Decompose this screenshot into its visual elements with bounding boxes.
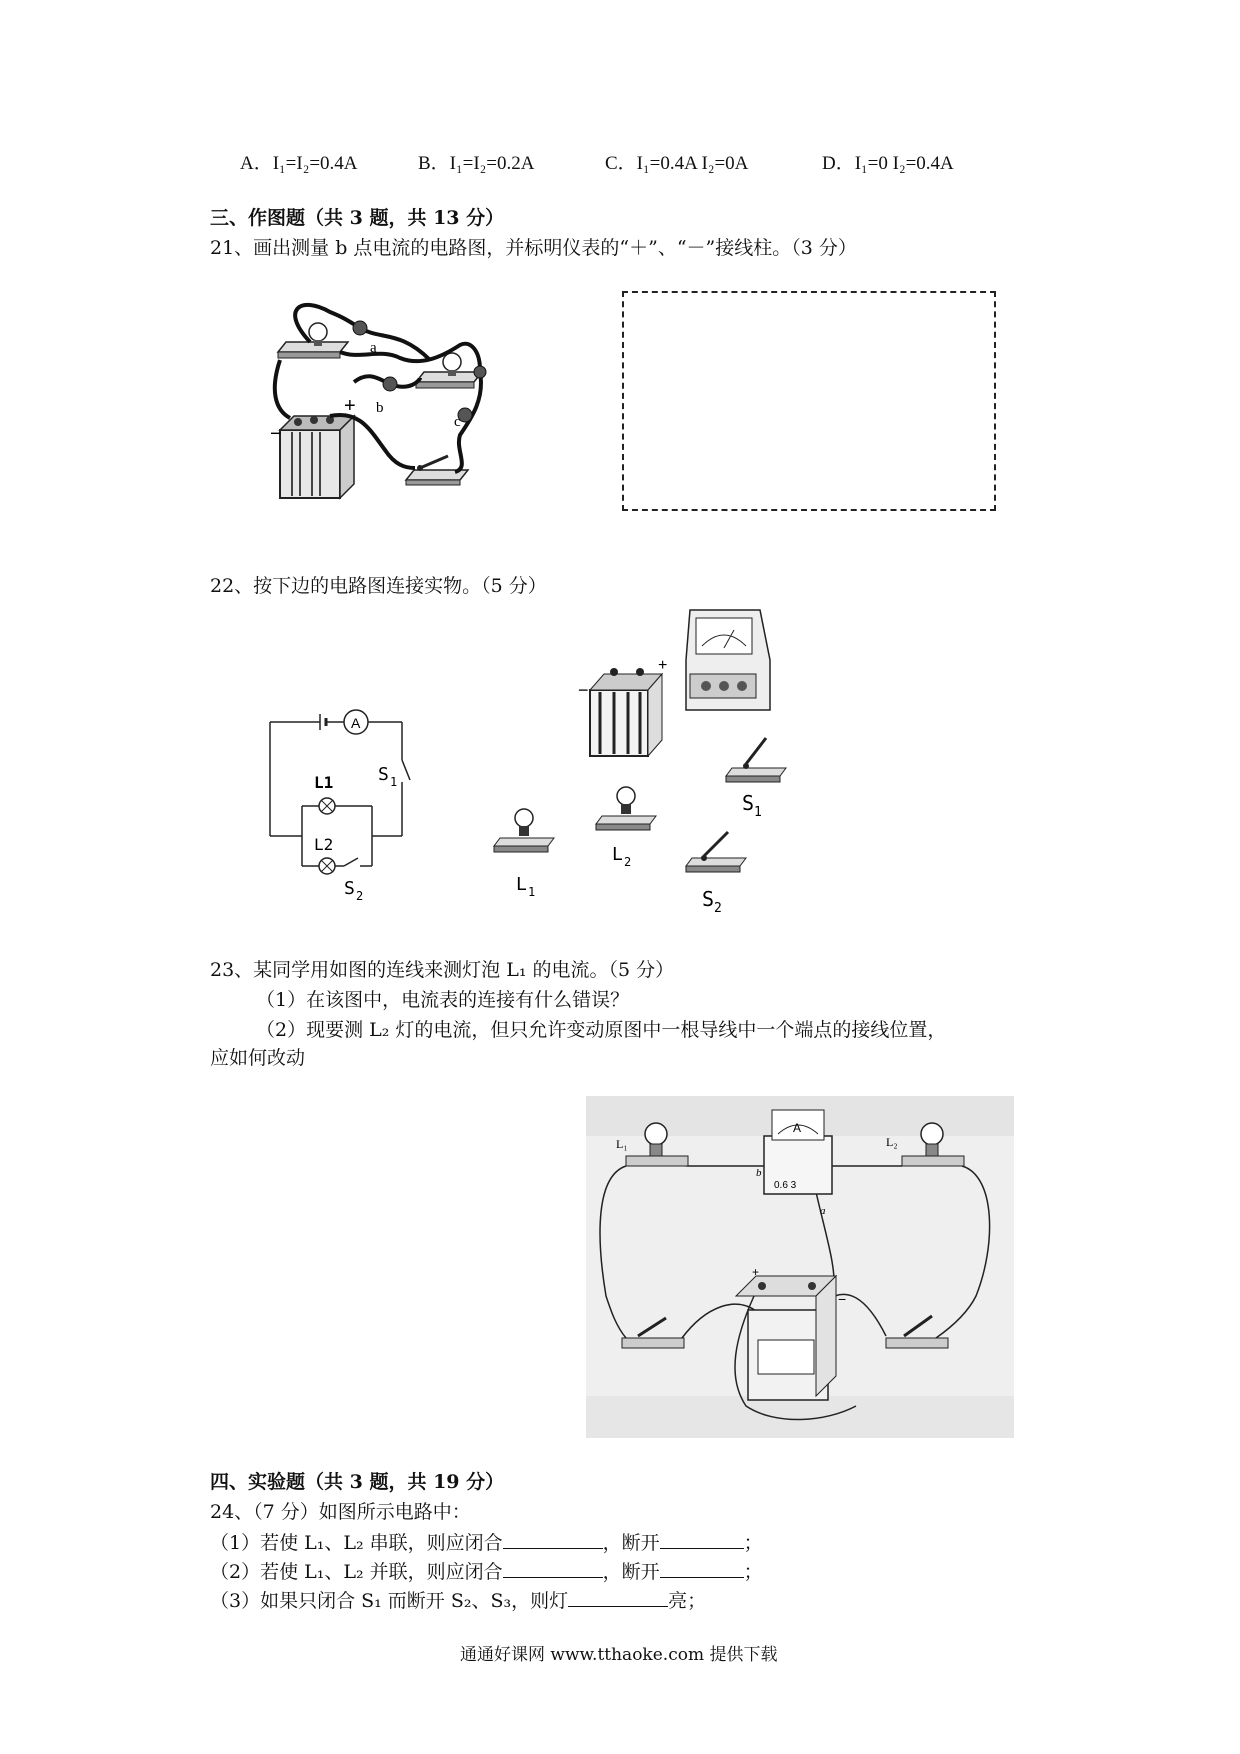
q22-schematic [262, 700, 422, 900]
l2-lamp-icon [319, 858, 335, 874]
schematic-s1-sub: 1 [390, 775, 398, 789]
q24-line2-b: ，断开 [602, 1561, 660, 1583]
l2-sub: 2 [624, 855, 632, 869]
schematic-s2-sub: 2 [356, 889, 364, 900]
q21-label-a: a [370, 340, 377, 356]
q22-objects-figure [490, 600, 790, 920]
q24-line3-b: 亮； [668, 1590, 707, 1612]
q23-a-label: a [820, 1205, 826, 1217]
q24-line1-b: ，断开 [602, 1532, 660, 1554]
l1-lamp-icon [319, 798, 335, 814]
q23-battery-icon [736, 1265, 846, 1400]
switch-s2-icon [686, 832, 746, 916]
lamp-l2-icon [596, 787, 656, 869]
schematic-l2-label: L2 [314, 835, 334, 854]
l2-label: L [612, 844, 623, 865]
q23-sub2: （2）现要测 L₂ 灯的电流，但只允许变动原图中一根导线中一个端点的接线位置， [256, 1019, 947, 1041]
svg-text:0.6 3: 0.6 3 [774, 1180, 797, 1191]
q21-answer-box[interactable] [622, 291, 996, 511]
ammeter-icon [344, 710, 368, 734]
q24-blank-2a[interactable] [503, 1559, 603, 1578]
q24-text: 24、（7 分）如图所示电路中： [210, 1501, 471, 1523]
q24-line2-c: ； [743, 1561, 763, 1583]
svg-text:A: A [793, 1121, 802, 1135]
q23-text: 23、某同学用如图的连线来测灯泡 L₁ 的电流。（5 分） [210, 959, 675, 981]
q24-line3-a: （3）如果只闭合 S₁ 而断开 S₂、S₃，则灯 [210, 1590, 569, 1612]
l1-label: L [516, 874, 527, 895]
switch-s1-icon [726, 738, 786, 820]
s1-sub: 1 [754, 805, 762, 820]
l1-sub: 1 [528, 885, 536, 899]
q24-blank-1a[interactable] [503, 1530, 603, 1549]
q24-blank-2b[interactable] [660, 1559, 744, 1578]
lamp-l1-icon [494, 809, 554, 899]
q24-blank-1b[interactable] [660, 1530, 744, 1549]
q21-label-plus: + [344, 395, 356, 417]
q23-minus-label: − [838, 1291, 847, 1307]
q23-sub2b: 应如何改动 [210, 1047, 306, 1069]
q24-line2 [210, 1559, 763, 1584]
q24-blank-3[interactable] [568, 1588, 668, 1607]
option-b: B．I₁=I₂=0.2A [418, 153, 535, 174]
q24-line1-a: （1）若使 L₁、L₂ 串联，则应闭合 [210, 1532, 503, 1554]
q23-l2-label: L₂ [886, 1135, 898, 1149]
s2-sub: 2 [714, 901, 722, 916]
q21-label-c: c [454, 414, 461, 430]
section3-title: 三、作图题（共 3 题，共 13 分） [210, 207, 505, 229]
svg-text:A: A [351, 715, 361, 731]
page-footer: 通通好课网 www.tthaoke.com 提供下载 [460, 1645, 778, 1665]
battery-plus-label: + [658, 657, 668, 674]
s1-label: S [742, 791, 755, 815]
q24-line3 [210, 1588, 706, 1613]
q24-line1-c: ； [743, 1532, 763, 1554]
q23-l1-label: L₁ [616, 1137, 628, 1151]
q23-sub1: （1）在该图中，电流表的连接有什么错误？ [256, 989, 630, 1011]
q21-text: 21、画出测量 b 点电流的电路图，并标明仪表的“＋”、“－”接线柱。（3 分） [210, 237, 857, 259]
q21-label-b: b [376, 400, 384, 416]
q23-circuit-figure [586, 1096, 1014, 1438]
option-d: D．I₁=0 I₂=0.4A [822, 153, 954, 174]
q22-text: 22、按下边的电路图连接实物。（5 分） [210, 575, 547, 597]
s2-label: S [702, 887, 715, 911]
q21-label-minus: − [270, 423, 282, 445]
schematic-s2-label: S [344, 878, 355, 899]
ammeter-device-icon [686, 610, 770, 710]
q21-circuit-figure [270, 300, 500, 510]
q24-line2-a: （2）若使 L₁、L₂ 并联，则应闭合 [210, 1561, 503, 1583]
battery-icon [280, 416, 354, 498]
battery-minus-label: − [578, 680, 589, 700]
q23-plus-label: + [752, 1265, 760, 1279]
battery-device-icon [578, 657, 667, 756]
option-c: C．I₁=0.4A I₂=0A [605, 153, 749, 174]
q23-b-label: b [756, 1167, 762, 1179]
q24-line1 [210, 1530, 763, 1555]
option-a: A．I₁=I₂=0.4A [240, 153, 358, 174]
schematic-l1-label: L1 [314, 773, 334, 792]
section4-title: 四、实验题（共 3 题，共 19 分） [210, 1471, 505, 1493]
bulb-l1-icon [278, 323, 348, 358]
schematic-s1-label: S [378, 764, 389, 785]
